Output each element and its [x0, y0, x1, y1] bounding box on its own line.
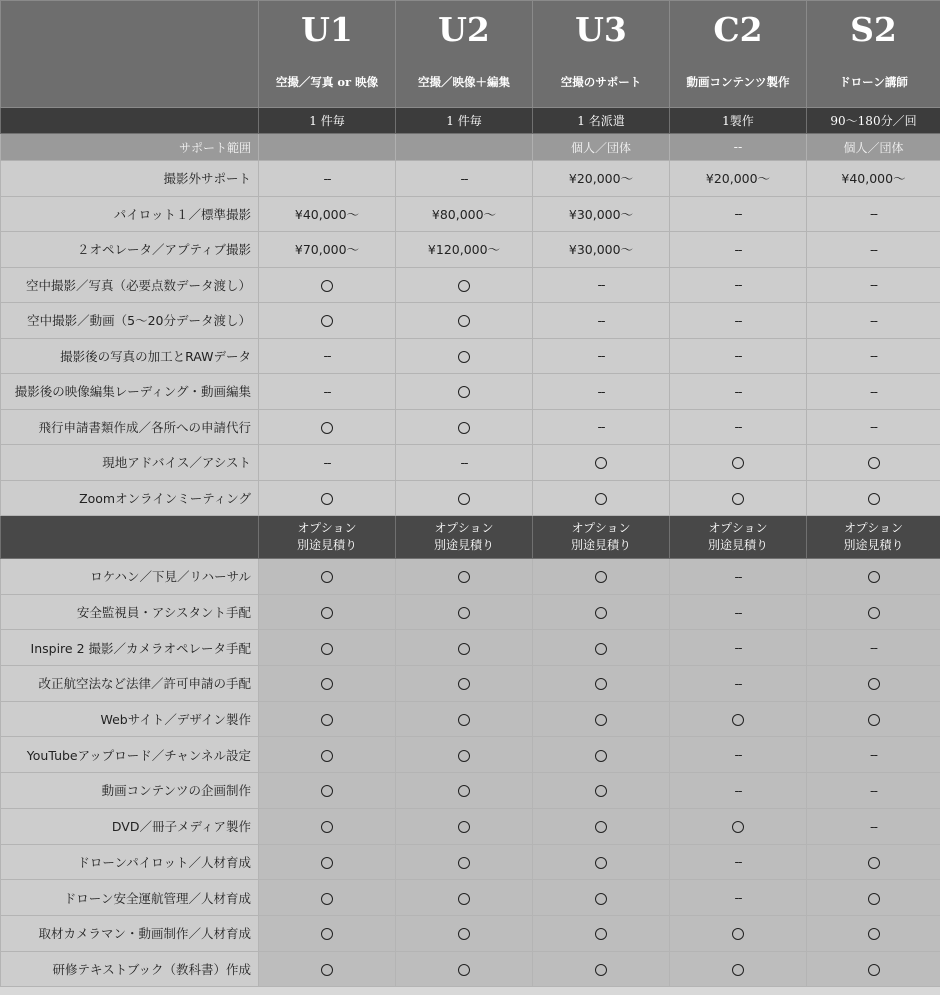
plan-unit: 1 件毎 — [259, 108, 396, 134]
circle-icon — [458, 750, 470, 762]
circle-icon — [595, 643, 607, 655]
feature-label: 研修テキストブック（教科書）作成 — [1, 951, 259, 987]
circle-icon — [321, 493, 333, 505]
included-cell — [259, 844, 396, 880]
not-available-cell: -- — [533, 374, 670, 410]
circle-icon — [458, 714, 470, 726]
plan-header-row — [1, 1, 940, 108]
price-cell: ¥20,000〜 — [670, 161, 807, 197]
circle-icon — [458, 821, 470, 833]
included-cell — [533, 808, 670, 844]
circle-icon — [732, 457, 744, 469]
not-available-cell: -- — [807, 232, 940, 268]
circle-icon — [595, 857, 607, 869]
circle-icon — [868, 571, 880, 583]
included-cell — [396, 808, 533, 844]
option-row — [1, 808, 940, 844]
feature-label: 撮影外サポート — [1, 161, 259, 197]
not-available-cell: -- — [259, 338, 396, 374]
plan-header-c2 — [670, 1, 807, 108]
circle-icon — [868, 678, 880, 690]
feature-label: YouTubeアップロード／チャンネル設定 — [1, 737, 259, 773]
option-header-cell — [670, 516, 807, 559]
included-cell — [259, 737, 396, 773]
included-cell — [533, 880, 670, 916]
included-cell — [396, 915, 533, 951]
option-row — [1, 559, 940, 595]
not-available-cell: -- — [807, 338, 940, 374]
not-available-cell: -- — [670, 666, 807, 702]
included-cell — [533, 594, 670, 630]
not-available-cell: -- — [807, 409, 940, 445]
included-cell — [670, 445, 807, 481]
not-available-cell: -- — [807, 267, 940, 303]
plan-subtitle: 動画コンテンツ製作 — [686, 75, 790, 89]
plan-scope: -- — [670, 134, 807, 161]
plan-scope: 個人／団体 — [807, 134, 940, 161]
included-cell — [396, 844, 533, 880]
included-cell — [259, 267, 396, 303]
feature-label: 空中撮影／写真（必要点数データ渡し） — [1, 267, 259, 303]
plan-unit: 1製作 — [670, 108, 807, 134]
included-cell — [259, 666, 396, 702]
included-cell — [259, 701, 396, 737]
not-available-cell: -- — [807, 737, 940, 773]
circle-icon — [321, 607, 333, 619]
unit-row — [1, 108, 940, 134]
included-cell — [807, 844, 940, 880]
not-available-cell: -- — [807, 303, 940, 339]
not-available-cell: -- — [533, 267, 670, 303]
feature-row — [1, 480, 940, 516]
included-cell — [396, 594, 533, 630]
option-row — [1, 630, 940, 666]
included-cell — [807, 701, 940, 737]
option-header-cell — [396, 516, 533, 559]
included-cell — [807, 559, 940, 595]
circle-icon — [868, 964, 880, 976]
circle-icon — [458, 571, 470, 583]
circle-icon — [732, 964, 744, 976]
feature-label: 空中撮影／動画（5〜20分データ渡し） — [1, 303, 259, 339]
feature-label: ロケハン／下見／リハーサル — [1, 559, 259, 595]
option-row — [1, 915, 940, 951]
not-available-cell: -- — [670, 880, 807, 916]
included-cell — [396, 951, 533, 987]
not-available-cell: -- — [807, 630, 940, 666]
circle-icon — [458, 315, 470, 327]
included-cell — [807, 480, 940, 516]
included-cell — [259, 808, 396, 844]
feature-label: 飛行申請書類作成／各所への申請代行 — [1, 409, 259, 445]
circle-icon — [321, 714, 333, 726]
included-cell — [533, 480, 670, 516]
not-available-cell: -- — [807, 196, 940, 232]
circle-icon — [321, 643, 333, 655]
plan-scope — [259, 134, 396, 161]
option-row — [1, 594, 940, 630]
circle-icon — [321, 857, 333, 869]
feature-label: Zoomオンラインミーティング — [1, 480, 259, 516]
included-cell — [533, 559, 670, 595]
circle-icon — [868, 893, 880, 905]
included-cell — [396, 630, 533, 666]
circle-icon — [595, 785, 607, 797]
included-cell — [396, 409, 533, 445]
circle-icon — [595, 750, 607, 762]
feature-label: 安全監視員・アシスタント手配 — [1, 594, 259, 630]
option-header-line2: 別途見積り — [433, 538, 494, 552]
plan-header-u2 — [396, 1, 533, 108]
included-cell — [670, 701, 807, 737]
circle-icon — [458, 964, 470, 976]
plan-unit: 1 名派遣 — [533, 108, 670, 134]
feature-label: Inspire 2 撮影／カメラオペレータ手配 — [1, 630, 259, 666]
included-cell — [807, 666, 940, 702]
option-header-line2: 別途見積り — [570, 538, 631, 552]
circle-icon — [458, 785, 470, 797]
feature-label: 取材カメラマン・動画制作／人材育成 — [1, 915, 259, 951]
included-cell — [396, 267, 533, 303]
option-header-row — [1, 516, 940, 559]
not-available-cell: -- — [670, 374, 807, 410]
included-cell — [396, 880, 533, 916]
option-header-corner-cell — [1, 516, 259, 559]
included-cell — [533, 915, 670, 951]
feature-row — [1, 196, 940, 232]
included-cell — [396, 374, 533, 410]
included-cell — [396, 480, 533, 516]
circle-icon — [595, 493, 607, 505]
option-header-line1: オプション — [844, 520, 903, 535]
included-cell — [259, 303, 396, 339]
included-cell — [670, 480, 807, 516]
price-cell: ¥120,000〜 — [396, 232, 533, 268]
included-cell — [259, 915, 396, 951]
circle-icon — [458, 678, 470, 690]
included-cell — [396, 773, 533, 809]
feature-row — [1, 232, 940, 268]
included-cell — [533, 630, 670, 666]
option-row — [1, 701, 940, 737]
not-available-cell: -- — [807, 374, 940, 410]
included-cell — [259, 951, 396, 987]
not-available-cell: -- — [670, 409, 807, 445]
included-cell — [259, 594, 396, 630]
circle-icon — [458, 351, 470, 363]
circle-icon — [458, 386, 470, 398]
header-corner-cell — [1, 1, 259, 108]
circle-icon — [321, 280, 333, 292]
option-header-line2: 別途見積り — [296, 538, 357, 552]
circle-icon — [595, 714, 607, 726]
circle-icon — [732, 928, 744, 940]
not-available-cell: -- — [396, 445, 533, 481]
feature-row — [1, 161, 940, 197]
option-header-line2: 別途見積り — [843, 538, 904, 552]
circle-icon — [321, 893, 333, 905]
not-available-cell: -- — [533, 338, 670, 374]
feature-label: 撮影後の映像編集レーディング・動画編集 — [1, 374, 259, 410]
not-available-cell: -- — [396, 161, 533, 197]
circle-icon — [321, 678, 333, 690]
price-cell: ¥30,000〜 — [533, 232, 670, 268]
not-available-cell: -- — [670, 630, 807, 666]
feature-row — [1, 338, 940, 374]
not-available-cell: -- — [670, 232, 807, 268]
included-cell — [396, 338, 533, 374]
plan-code: U3 — [575, 10, 627, 49]
feature-label: ドローンパイロット／人材育成 — [1, 844, 259, 880]
included-cell — [807, 445, 940, 481]
circle-icon — [321, 422, 333, 434]
included-cell — [259, 409, 396, 445]
circle-icon — [458, 928, 470, 940]
plan-header-u3 — [533, 1, 670, 108]
option-header-line1: オプション — [571, 520, 631, 535]
not-available-cell: -- — [670, 267, 807, 303]
not-available-cell: -- — [670, 737, 807, 773]
included-cell — [533, 666, 670, 702]
feature-label: DVD／冊子メディア製作 — [1, 808, 259, 844]
not-available-cell: -- — [807, 808, 940, 844]
option-row — [1, 773, 940, 809]
not-available-cell: -- — [670, 773, 807, 809]
circle-icon — [595, 821, 607, 833]
circle-icon — [595, 457, 607, 469]
option-row — [1, 844, 940, 880]
feature-row — [1, 267, 940, 303]
circle-icon — [868, 493, 880, 505]
circle-icon — [595, 893, 607, 905]
option-header-cell — [807, 516, 940, 559]
not-available-cell: -- — [670, 303, 807, 339]
circle-icon — [458, 607, 470, 619]
option-header-cell — [533, 516, 670, 559]
included-cell — [533, 445, 670, 481]
circle-icon — [321, 750, 333, 762]
feature-label: Webサイト／デザイン製作 — [1, 701, 259, 737]
option-row — [1, 880, 940, 916]
included-cell — [396, 737, 533, 773]
not-available-cell: -- — [259, 445, 396, 481]
option-row — [1, 666, 940, 702]
plan-scope: 個人／団体 — [533, 134, 670, 161]
price-cell: ¥80,000〜 — [396, 196, 533, 232]
included-cell — [259, 773, 396, 809]
price-cell: ¥40,000〜 — [807, 161, 940, 197]
circle-icon — [595, 607, 607, 619]
unit-row-corner-cell — [1, 108, 259, 134]
feature-label: 動画コンテンツの企画制作 — [1, 773, 259, 809]
scope-row — [1, 134, 940, 161]
circle-icon — [458, 643, 470, 655]
plan-subtitle: 空撮／写真 or 映像 — [275, 75, 379, 89]
plan-header-u1 — [259, 1, 396, 108]
not-available-cell: -- — [670, 196, 807, 232]
included-cell — [259, 559, 396, 595]
circle-icon — [868, 857, 880, 869]
feature-row — [1, 445, 940, 481]
included-cell — [807, 594, 940, 630]
not-available-cell: -- — [259, 374, 396, 410]
circle-icon — [868, 607, 880, 619]
pricing-table-body — [1, 1, 940, 987]
plan-code: S2 — [850, 10, 897, 49]
not-available-cell: -- — [670, 594, 807, 630]
plan-scope — [396, 134, 533, 161]
circle-icon — [458, 893, 470, 905]
included-cell — [807, 880, 940, 916]
included-cell — [533, 773, 670, 809]
feature-label: 改正航空法など法律／許可申請の手配 — [1, 666, 259, 702]
feature-row — [1, 303, 940, 339]
circle-icon — [595, 571, 607, 583]
option-row — [1, 737, 940, 773]
price-cell: ¥70,000〜 — [259, 232, 396, 268]
not-available-cell: -- — [533, 303, 670, 339]
circle-icon — [458, 422, 470, 434]
circle-icon — [732, 821, 744, 833]
option-row — [1, 951, 940, 987]
included-cell — [670, 915, 807, 951]
circle-icon — [868, 457, 880, 469]
price-cell: ¥20,000〜 — [533, 161, 670, 197]
included-cell — [807, 951, 940, 987]
not-available-cell: -- — [533, 409, 670, 445]
included-cell — [396, 701, 533, 737]
scope-label: サポート範囲 — [1, 134, 259, 161]
feature-label: パイロット１／標準撮影 — [1, 196, 259, 232]
circle-icon — [321, 315, 333, 327]
option-header-line1: オプション — [708, 520, 768, 535]
feature-label: 撮影後の写真の加工とRAWデータ — [1, 338, 259, 374]
price-cell: ¥40,000〜 — [259, 196, 396, 232]
plan-code: C2 — [713, 10, 763, 49]
plan-code: U2 — [438, 10, 490, 49]
circle-icon — [321, 785, 333, 797]
plan-code: U1 — [301, 10, 353, 49]
included-cell — [396, 666, 533, 702]
included-cell — [396, 559, 533, 595]
not-available-cell: -- — [670, 844, 807, 880]
included-cell — [533, 737, 670, 773]
feature-label: 現地アドバイス／アシスト — [1, 445, 259, 481]
circle-icon — [595, 964, 607, 976]
feature-label: ２オペレータ／アプティブ撮影 — [1, 232, 259, 268]
included-cell — [533, 844, 670, 880]
not-available-cell: -- — [670, 559, 807, 595]
included-cell — [396, 303, 533, 339]
circle-icon — [868, 714, 880, 726]
not-available-cell: -- — [807, 773, 940, 809]
included-cell — [670, 951, 807, 987]
option-header-line2: 別途見積り — [707, 538, 768, 552]
circle-icon — [458, 493, 470, 505]
option-header-line1: オプション — [434, 520, 494, 535]
plan-subtitle: ドローン講師 — [839, 75, 908, 89]
included-cell — [807, 915, 940, 951]
price-cell: ¥30,000〜 — [533, 196, 670, 232]
plan-subtitle: 空撮のサポート — [560, 75, 642, 89]
option-header-cell — [259, 516, 396, 559]
plan-subtitle: 空撮／映像＋編集 — [418, 75, 510, 89]
plan-unit: 90〜180分／回 — [807, 108, 940, 134]
circle-icon — [458, 857, 470, 869]
circle-icon — [321, 928, 333, 940]
circle-icon — [868, 928, 880, 940]
included-cell — [259, 630, 396, 666]
feature-row — [1, 409, 940, 445]
circle-icon — [732, 493, 744, 505]
included-cell — [259, 480, 396, 516]
circle-icon — [321, 964, 333, 976]
included-cell — [670, 808, 807, 844]
feature-row — [1, 374, 940, 410]
circle-icon — [321, 821, 333, 833]
circle-icon — [595, 678, 607, 690]
option-header-line1: オプション — [297, 520, 357, 535]
plan-unit: 1 件毎 — [396, 108, 533, 134]
plan-header-s2 — [807, 1, 940, 108]
included-cell — [533, 701, 670, 737]
not-available-cell: -- — [670, 338, 807, 374]
included-cell — [533, 951, 670, 987]
circle-icon — [321, 571, 333, 583]
circle-icon — [595, 928, 607, 940]
not-available-cell: -- — [259, 161, 396, 197]
included-cell — [259, 880, 396, 916]
circle-icon — [732, 714, 744, 726]
feature-label: ドローン安全運航管理／人材育成 — [1, 880, 259, 916]
circle-icon — [458, 280, 470, 292]
